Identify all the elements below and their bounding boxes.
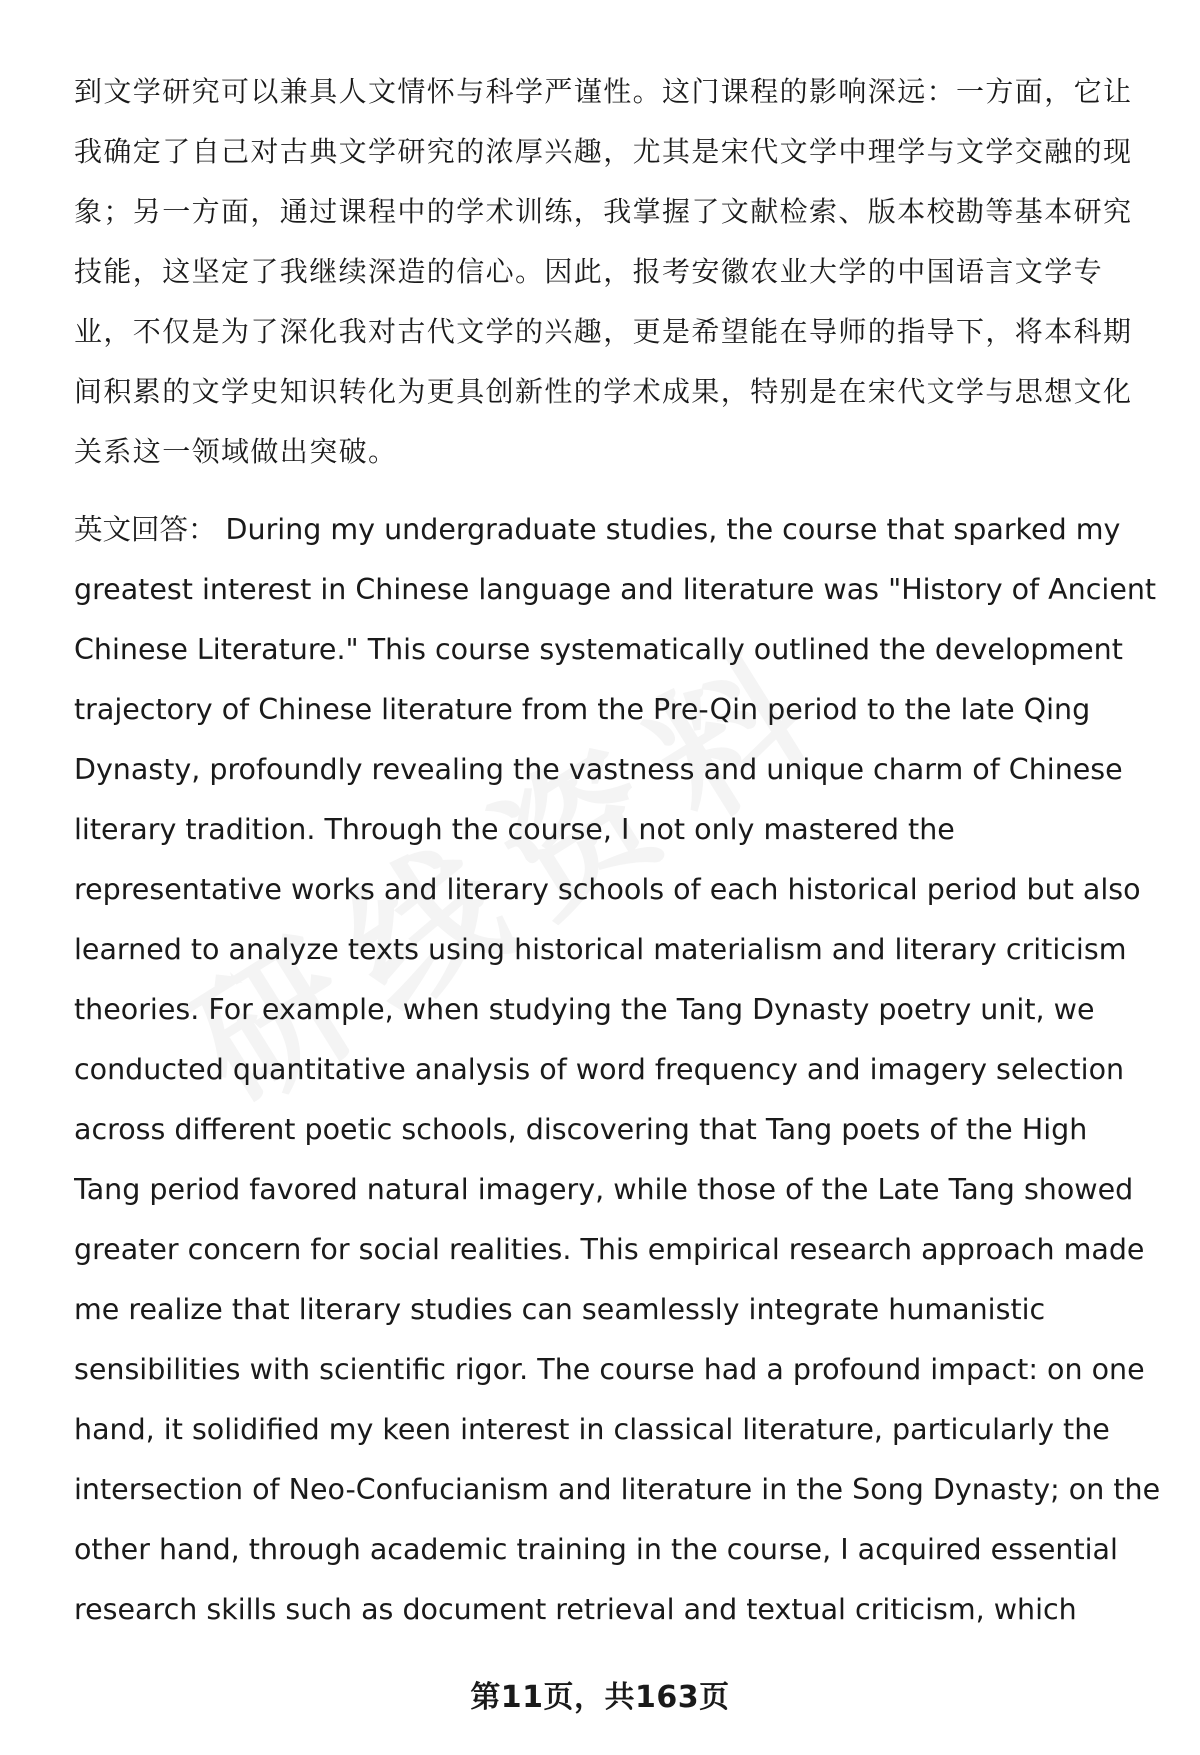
answer-line: intersection of Neo-Confucianism and literature in the Song Dynasty; on the	[74, 1473, 1161, 1506]
paragraph-line: 关系这一领域做出突破。	[74, 435, 398, 468]
answer-line: literary tradition. Through the course, I not only mastered the	[74, 813, 955, 846]
page-content	[74, 62, 1164, 1640]
answer-line: greater concern for social realities. This empirical research approach made	[74, 1233, 1145, 1266]
paragraph-line: 间积累的文学史知识转化为更具创新性的学术成果，特别是在宋代文学与思想文化	[74, 375, 1133, 408]
answer-line: across different poetic schools, discovering that Tang poets of the High	[74, 1113, 1088, 1146]
answer-line: other hand, through academic training in the course, I acquired essential	[74, 1533, 1118, 1566]
answer-line: me realize that literary studies can seamlessly integrate humanistic	[74, 1293, 1046, 1326]
answer-line: 英文回答： During my undergraduate studies, the course that sparked my	[74, 513, 1121, 546]
answer-line: sensibilities with scientific rigor. The course had a profound impact: on one	[74, 1353, 1145, 1386]
answer-line: Chinese Literature." This course systematically outlined the development	[74, 633, 1123, 666]
paragraph-gap	[74, 482, 1164, 500]
paragraph-line: 业，不仅是为了深化我对古代文学的兴趣，更是希望能在导师的指导下，将本科期	[74, 315, 1133, 348]
paragraph-line: 象；另一方面，通过课程中的学术训练，我掌握了文献检索、版本校勘等基本研究	[74, 195, 1133, 228]
answer-line: greatest interest in Chinese language and literature was "History of Ancient	[74, 573, 1157, 606]
answer-line: representative works and literary schools of each historical period but also	[74, 873, 1141, 906]
answer-line: trajectory of Chinese literature from the Pre-Qin period to the late Qing	[74, 693, 1091, 726]
answer-line: hand, it solidified my keen interest in classical literature, particularly the	[74, 1413, 1110, 1446]
paragraph-line: 到文学研究可以兼具人文情怀与科学严谨性。这门课程的影响深远：一方面，它让	[74, 75, 1133, 108]
english-answer	[74, 500, 1164, 1640]
chinese-paragraph	[74, 62, 1164, 482]
answer-line: Tang period favored natural imagery, while those of the Late Tang showed	[74, 1173, 1134, 1206]
answer-line: theories. For example, when studying the Tang Dynasty poetry unit, we	[74, 993, 1095, 1026]
answer-line: research skills such as document retrieval and textual criticism, which	[74, 1593, 1077, 1626]
answer-line: Dynasty, profoundly revealing the vastness and unique charm of Chinese	[74, 753, 1123, 786]
paragraph-line: 我确定了自己对古典文学研究的浓厚兴趣，尤其是宋代文学中理学与文学交融的现	[74, 135, 1133, 168]
page-number: 第11页，共163页	[470, 1680, 730, 1715]
answer-line: conducted quantitative analysis of word frequency and imagery selection	[74, 1053, 1125, 1086]
paragraph-line: 技能，这坚定了我继续深造的信心。因此，报考安徽农业大学的中国语言文学专	[74, 255, 1104, 288]
answer-line: learned to analyze texts using historical materialism and literary criticism	[74, 933, 1127, 966]
